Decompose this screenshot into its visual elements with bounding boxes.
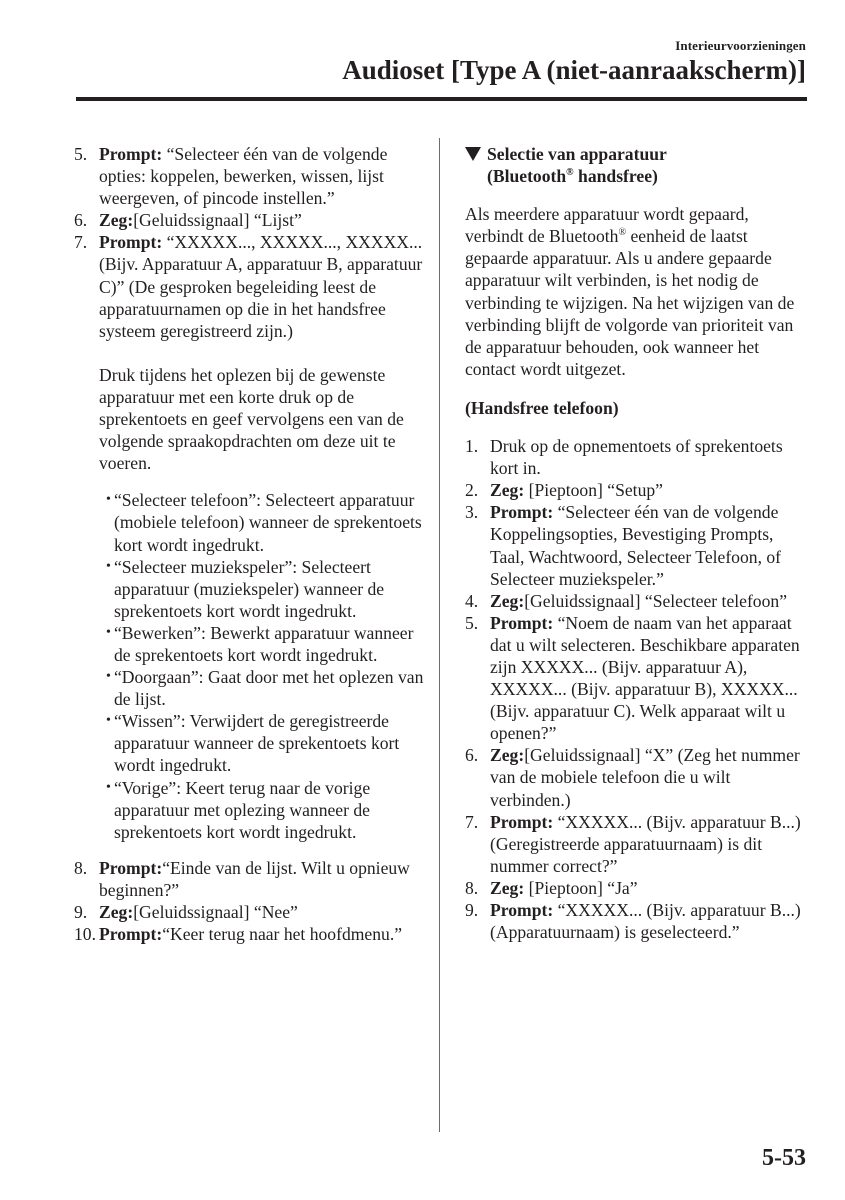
left-column: [74, 143, 426, 945]
item-number: 2.: [465, 480, 479, 501]
list-item: [465, 811, 810, 877]
item-label: Zeg:: [490, 745, 525, 766]
bullet-text: “Vorige”: Keert terug naar de vorige apparatuur met oplezing wanneer de sprekentoets kort wordt ingedrukt.: [114, 777, 371, 842]
item-text: “Noem de naam van het apparaat dat u wilt selecteren. Beschikbare apparaten zijn XXXXX... (Bijv. apparatuur A), XXXXX... (Bijv. apparatuur B), XXXXX... (Bijv. apparatuur C). Welk apparaat wilt u openen?”: [490, 612, 800, 744]
bullet-item: [106, 777, 426, 843]
bullet-text: “Doorgaan”: Gaat door met het oplezen van de lijst.: [114, 667, 424, 710]
list-item: [465, 435, 810, 479]
bullet-text: “Selecteer telefoon”: Selecteert apparatuur (mobiele telefoon) wanneer de sprekentoets kort wordt ingedrukt.: [114, 490, 422, 555]
section-label: Interieurvoorzieningen: [675, 38, 806, 53]
bullet-item: [106, 622, 426, 666]
item-text: “Selecteer één van de volgende opties: koppelen, bewerken, wissen, lijst weergeven, of pincode instellen.”: [99, 144, 388, 209]
item-label: Zeg:: [490, 877, 525, 898]
item-number: 5.: [465, 612, 479, 633]
item-text: Druk op de opnementoets of sprekentoets kort in.: [490, 436, 783, 479]
bullet-item: [106, 710, 426, 776]
bullet-icon: •: [106, 669, 111, 685]
voice-command-list: [74, 489, 426, 843]
intro-text-pre: Als meerdere apparatuur wordt gepaard, verbindt de Bluetooth: [465, 204, 749, 247]
list-item: [465, 612, 810, 745]
item-number: 5.: [74, 144, 88, 164]
steps-list: [465, 435, 810, 943]
item-label: Prompt:: [99, 232, 163, 253]
list-item: [74, 231, 426, 341]
item-text: “Keer terug naar het hoofdmenu.”: [162, 924, 403, 945]
item-label: Prompt:: [490, 811, 554, 832]
list-item: [465, 479, 810, 501]
item-text: [Pieptoon] “Setup”: [524, 480, 663, 501]
instruction-paragraph: Druk tijdens het oplezen bij de gewenste apparatuur met een korte druk op de sprekentoets en geef vervolgens een van de volgende spraakopdrachten om deze uit te voeren.: [99, 364, 404, 474]
item-label: Prompt:: [490, 502, 554, 523]
heading-line-1: Selectie van apparatuur: [487, 144, 667, 164]
page-title: Audioset [Type A (niet-aanraakscherm)]: [342, 55, 806, 85]
item-text: [Geluidssignaal] “Selecteer telefoon”: [524, 590, 788, 611]
item-number: 9.: [74, 902, 88, 922]
bullet-icon: •: [106, 779, 111, 795]
bullet-text: “Selecteer muziekspeler”: Selecteert apparatuur (muziekspeler) wanneer de sprekentoets kort wordt ingedrukt.: [114, 556, 385, 621]
item-text: [Geluidssignaal] “Nee”: [133, 902, 298, 922]
item-text: [Pieptoon] “Ja”: [524, 877, 638, 898]
list-item: [465, 899, 810, 943]
list-item: [74, 209, 426, 231]
list-item: [74, 143, 426, 209]
list-item: [465, 744, 810, 810]
intro-text-post: eenheid de laatst gepaarde apparatuur. Als u andere gepaarde apparatuur wilt verbinden, is het nodig de verbinding te wijzigen. Na het wijzigen van de verbinding blijft de volgorde van prioriteit van de apparatuur behouden, ook wanneer het contact wordt uitgezet.: [465, 226, 795, 379]
item-text: [Geluidssignaal] “Lijst”: [133, 210, 302, 231]
list-item: [74, 901, 426, 923]
bullet-item: [106, 489, 426, 555]
item-number: 1.: [465, 436, 479, 457]
heading-line-2-pre: (Bluetooth: [487, 166, 567, 187]
intro-paragraph: [465, 203, 810, 380]
item-number: 3.: [465, 502, 479, 523]
list-item: [465, 590, 810, 612]
bullet-item: [106, 556, 426, 622]
subsection-heading: [465, 143, 810, 187]
item-text: [Geluidssignaal] “X” (Zeg het nummer van de mobiele telefoon die u wilt verbinden.): [490, 745, 800, 810]
item-number: 7.: [74, 232, 88, 253]
header-rule: [76, 97, 807, 101]
list-item: [74, 857, 426, 901]
bullet-text: “Bewerken”: Bewerkt apparatuur wanneer de sprekentoets kort wordt ingedrukt.: [114, 622, 414, 665]
list-item: [74, 923, 426, 945]
item-label: Zeg:: [99, 902, 134, 922]
column-divider: [439, 138, 440, 1132]
subsection-label: (Handsfree telefoon): [465, 397, 619, 418]
item-text: “XXXXX... (Bijv. apparatuur B...) (Geregistreerde apparatuurnaam) is dit nummer correct?”: [490, 811, 801, 876]
item-label: Zeg:: [490, 480, 525, 501]
item-number: 7.: [465, 811, 479, 832]
list-item: [465, 877, 810, 899]
bullet-icon: •: [106, 558, 111, 574]
item-text: “Einde van de lijst. Wilt u opnieuw beginnen?”: [99, 857, 410, 900]
list-item: [465, 501, 810, 589]
item-label: Zeg:: [99, 210, 134, 231]
bullet-item: [106, 666, 426, 710]
item-text: “XXXXX..., XXXXX..., XXXXX... (Bijv. Apparatuur A, apparatuur B, apparatuur C)” (De gesproken begeleiding leest de apparatuurnamen op die in het handsfree systeem geregistreerd zijn.): [99, 232, 423, 341]
item-label: Prompt:: [490, 900, 554, 920]
item-number: 4.: [465, 590, 479, 611]
item-number: 8.: [465, 877, 479, 898]
item-label: Prompt:: [99, 144, 163, 164]
item-number: 10.: [74, 924, 96, 945]
right-column: [465, 143, 810, 943]
registered-mark: ®: [566, 167, 574, 179]
item-text: “XXXXX... (Bijv. apparatuur B...) (Apparatuurnaam) is geselecteerd.”: [490, 900, 801, 943]
item-number: 9.: [465, 900, 479, 920]
page-number: 5-53: [762, 1145, 806, 1171]
item-label: Zeg:: [490, 590, 525, 611]
bullet-icon: •: [106, 713, 111, 729]
item-label: Prompt:: [99, 857, 163, 878]
registered-mark: ®: [618, 227, 627, 239]
item-label: Prompt:: [99, 924, 163, 945]
item-number: 6.: [74, 210, 88, 231]
bullet-icon: •: [106, 624, 111, 640]
item-number: 8.: [74, 857, 88, 878]
bullet-text: “Wissen”: Verwijdert de geregistreerde apparatuur wanneer de sprekentoets kort wordt ingedrukt.: [114, 711, 400, 776]
item-text: “Selecteer één van de volgende Koppelingsopties, Bevestiging Prompts, Taal, Wachtwoord, Selecteer Telefoon, of Selecteer muziekspeler.”: [490, 502, 782, 589]
item-number: 6.: [465, 745, 479, 766]
triangle-down-icon: [465, 143, 487, 187]
heading-line-2-post: handsfree): [573, 166, 658, 187]
bullet-icon: •: [106, 492, 111, 508]
item-label: Prompt:: [490, 612, 554, 633]
